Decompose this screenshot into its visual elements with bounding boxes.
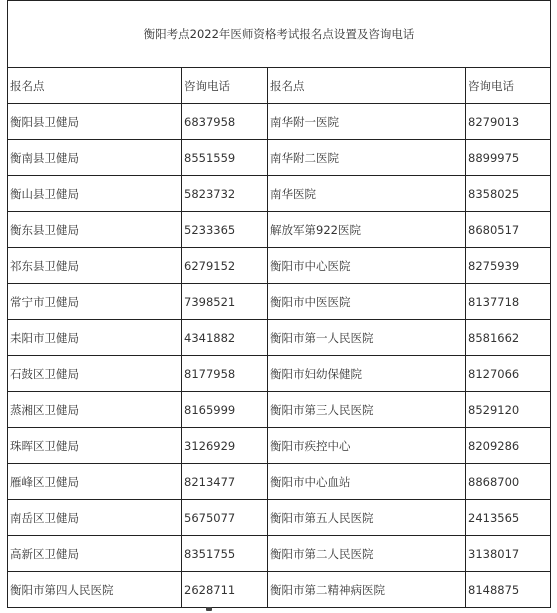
phone-cell: 8351755 xyxy=(182,536,268,572)
site-name-cell: 耒阳市卫健局 xyxy=(8,320,182,356)
site-name-cell: 雁峰区卫健局 xyxy=(8,464,182,500)
phone-cell: 8358025 xyxy=(466,176,551,212)
phone-cell: 8279013 xyxy=(466,104,551,140)
table-row xyxy=(8,284,551,320)
phone-cell: 3138017 xyxy=(466,536,551,572)
header-cell-phone: 咨询电话 xyxy=(182,68,268,104)
phone-cell: 8275939 xyxy=(466,248,551,284)
phone-cell: 8148875 xyxy=(466,572,551,608)
site-name-cell: 衡阳市中心血站 xyxy=(268,464,466,500)
site-name-cell: 衡阳市第三人民医院 xyxy=(268,392,466,428)
site-name-cell: 祁东县卫健局 xyxy=(8,248,182,284)
phone-cell: 5675077 xyxy=(182,500,268,536)
table-row xyxy=(8,356,551,392)
site-name-cell: 衡阳市第一人民医院 xyxy=(268,320,466,356)
table-row xyxy=(8,176,551,212)
phone-cell: 6837958 xyxy=(182,104,268,140)
phone-cell: 8529120 xyxy=(466,392,551,428)
site-name-cell: 石鼓区卫健局 xyxy=(8,356,182,392)
site-name-cell: 衡阳市第二精神病医院 xyxy=(268,572,466,608)
header-cell-phone: 咨询电话 xyxy=(466,68,551,104)
phone-cell: 8581662 xyxy=(466,320,551,356)
site-name-cell: 衡阳市中医医院 xyxy=(268,284,466,320)
site-name-cell: 衡山县卫健局 xyxy=(8,176,182,212)
site-name-cell: 常宁市卫健局 xyxy=(8,284,182,320)
site-name-cell: 蒸湘区卫健局 xyxy=(8,392,182,428)
phone-cell: 8177958 xyxy=(182,356,268,392)
site-name-cell: 衡南县卫健局 xyxy=(8,140,182,176)
site-name-cell: 南华附一医院 xyxy=(268,104,466,140)
phone-cell: 7398521 xyxy=(182,284,268,320)
phone-cell: 8899975 xyxy=(466,140,551,176)
site-name-cell: 衡阳市第五人民医院 xyxy=(268,500,466,536)
table-row xyxy=(8,320,551,356)
table-row xyxy=(8,248,551,284)
site-name-cell: 珠晖区卫健局 xyxy=(8,428,182,464)
site-name-cell: 衡阳县卫健局 xyxy=(8,104,182,140)
phone-cell: 4341882 xyxy=(182,320,268,356)
contacts-table xyxy=(7,0,551,608)
title-row xyxy=(8,1,551,68)
site-name-cell: 解放军第922医院 xyxy=(268,212,466,248)
phone-cell: 8209286 xyxy=(466,428,551,464)
site-name-cell: 高新区卫健局 xyxy=(8,536,182,572)
site-name-cell: 南华医院 xyxy=(268,176,466,212)
header-row xyxy=(8,68,551,104)
phone-cell: 2413565 xyxy=(466,500,551,536)
phone-cell: 5823732 xyxy=(182,176,268,212)
table-row xyxy=(8,104,551,140)
table-row xyxy=(8,464,551,500)
phone-cell: 8868700 xyxy=(466,464,551,500)
table-row xyxy=(8,500,551,536)
phone-cell: 2628711 xyxy=(182,572,268,608)
phone-cell: 8127066 xyxy=(466,356,551,392)
header-cell-site: 报名点 xyxy=(268,68,466,104)
table-row xyxy=(8,140,551,176)
phone-cell: 8165999 xyxy=(182,392,268,428)
site-name-cell: 衡阳市第二人民医院 xyxy=(268,536,466,572)
phone-cell: 8137718 xyxy=(466,284,551,320)
table-row xyxy=(8,212,551,248)
site-name-cell: 南华附二医院 xyxy=(268,140,466,176)
phone-cell: 8213477 xyxy=(182,464,268,500)
phone-cell: 3126929 xyxy=(182,428,268,464)
site-name-cell: 衡阳市中心医院 xyxy=(268,248,466,284)
table-row xyxy=(8,392,551,428)
site-name-cell: 衡阳市妇幼保健院 xyxy=(268,356,466,392)
phone-cell: 8680517 xyxy=(466,212,551,248)
table-row xyxy=(8,428,551,464)
table-row xyxy=(8,536,551,572)
site-name-cell: 南岳区卫健局 xyxy=(8,500,182,536)
phone-cell: 6279152 xyxy=(182,248,268,284)
site-name-cell: 衡东县卫健局 xyxy=(8,212,182,248)
phone-cell: 5233365 xyxy=(182,212,268,248)
scroll-indicator xyxy=(206,607,212,611)
header-cell-site: 报名点 xyxy=(8,68,182,104)
table-row xyxy=(8,572,551,608)
table-title: 衡阳考点2022年医师资格考试报名点设置及咨询电话 xyxy=(8,1,551,68)
site-name-cell: 衡阳市疾控中心 xyxy=(268,428,466,464)
site-name-cell: 衡阳市第四人民医院 xyxy=(8,572,182,608)
phone-cell: 8551559 xyxy=(182,140,268,176)
